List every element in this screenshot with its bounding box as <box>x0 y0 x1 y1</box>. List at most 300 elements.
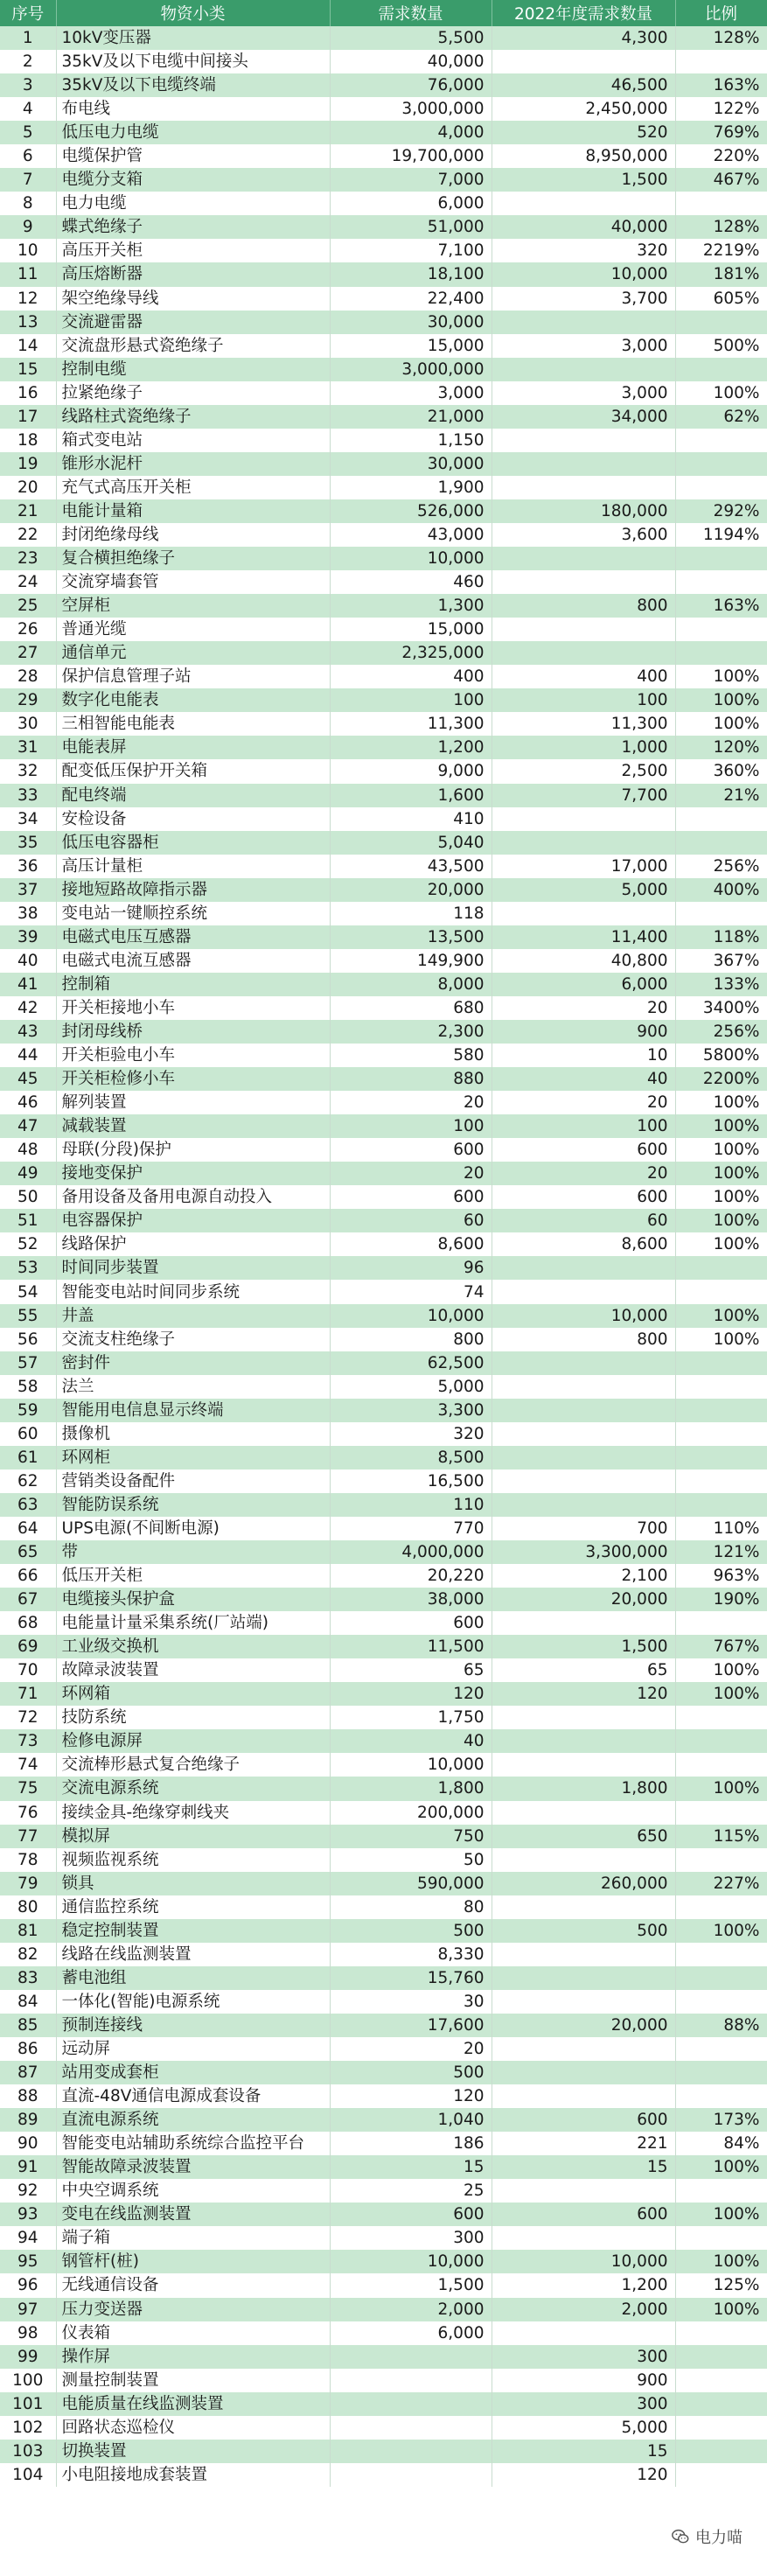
material-subclass: 电能计量箱 <box>56 499 330 523</box>
table-row <box>0 1422 767 1446</box>
material-subclass: 电容器保护 <box>56 1209 330 1232</box>
material-subclass: 蓄电池组 <box>56 1966 330 1990</box>
row-index: 87 <box>0 2061 56 2084</box>
demand-qty-2022 <box>492 547 675 570</box>
demand-qty: 1,500 <box>330 2273 492 2297</box>
ratio: 227% <box>675 1872 767 1895</box>
material-subclass: 锥形水泥杆 <box>56 452 330 476</box>
row-index: 18 <box>0 429 56 452</box>
ratio: 100% <box>675 2155 767 2179</box>
demand-qty-2022: 600 <box>492 2108 675 2132</box>
row-index: 21 <box>0 499 56 523</box>
watermark <box>666 2524 748 2550</box>
ratio: 100% <box>675 2250 767 2273</box>
table-row <box>0 144 767 168</box>
ratio: 100% <box>675 1209 767 1232</box>
ratio <box>675 1351 767 1375</box>
material-subclass: 通信监控系统 <box>56 1895 330 1919</box>
material-subclass: 智能用电信息显示终端 <box>56 1399 330 1422</box>
header-demand-qty: 需求数量 <box>330 0 492 26</box>
row-index: 54 <box>0 1280 56 1303</box>
row-index: 68 <box>0 1611 56 1635</box>
demand-qty-2022 <box>492 50 675 73</box>
material-subclass: 带 <box>56 1540 330 1564</box>
table-row <box>0 476 767 499</box>
row-index: 32 <box>0 759 56 783</box>
ratio: 100% <box>675 1114 767 1138</box>
material-subclass: 变电在线监测装置 <box>56 2203 330 2226</box>
table-row <box>0 996 767 1020</box>
row-index: 88 <box>0 2084 56 2108</box>
row-index: 104 <box>0 2463 56 2487</box>
demand-qty: 118 <box>330 902 492 925</box>
row-index: 28 <box>0 665 56 688</box>
table-row <box>0 2273 767 2297</box>
demand-qty: 50 <box>330 1848 492 1872</box>
material-subclass: 端子箱 <box>56 2226 330 2250</box>
demand-qty-2022: 10 <box>492 1044 675 1067</box>
demand-qty-2022: 650 <box>492 1825 675 1848</box>
table-row <box>0 1777 767 1800</box>
row-index: 30 <box>0 712 56 736</box>
table-row <box>0 2061 767 2084</box>
material-subclass: 故障录波装置 <box>56 1658 330 1682</box>
table-row <box>0 1328 767 1351</box>
demand-qty: 10,000 <box>330 2250 492 2273</box>
ratio <box>675 2037 767 2061</box>
demand-qty: 15,000 <box>330 334 492 358</box>
demand-qty: 15 <box>330 2155 492 2179</box>
demand-qty: 8,600 <box>330 1232 492 1256</box>
ratio: 122% <box>675 97 767 121</box>
demand-qty: 25 <box>330 2179 492 2203</box>
demand-qty-2022: 120 <box>492 2463 675 2487</box>
ratio: 2219% <box>675 239 767 262</box>
table-row <box>0 925 767 949</box>
row-index: 99 <box>0 2345 56 2369</box>
material-subclass: 箱式变电站 <box>56 429 330 452</box>
demand-qty-2022: 10,000 <box>492 1304 675 1328</box>
material-subclass: 环网柜 <box>56 1446 330 1470</box>
ratio <box>675 2321 767 2345</box>
row-index: 72 <box>0 1706 56 1729</box>
row-index: 40 <box>0 949 56 973</box>
demand-qty-2022 <box>492 618 675 641</box>
demand-qty: 800 <box>330 1328 492 1351</box>
table-row <box>0 1256 767 1280</box>
demand-qty-2022 <box>492 2179 675 2203</box>
row-index: 77 <box>0 1825 56 1848</box>
demand-qty: 1,300 <box>330 594 492 618</box>
row-index: 93 <box>0 2203 56 2226</box>
material-subclass: 备用设备及备用电源自动投入 <box>56 1185 330 1209</box>
ratio: 133% <box>675 973 767 996</box>
demand-qty-2022: 700 <box>492 1517 675 1540</box>
row-index: 82 <box>0 1943 56 1966</box>
material-subclass: 拉紧绝缘子 <box>56 381 330 405</box>
ratio: 220% <box>675 144 767 168</box>
demand-qty: 18,100 <box>330 262 492 286</box>
table-row <box>0 1611 767 1635</box>
ratio: 100% <box>675 381 767 405</box>
table-row <box>0 2132 767 2155</box>
demand-qty: 40 <box>330 1729 492 1753</box>
demand-qty-2022 <box>492 2226 675 2250</box>
row-index: 84 <box>0 1990 56 2014</box>
row-index: 9 <box>0 215 56 239</box>
ratio <box>675 1375 767 1399</box>
demand-qty: 2,000 <box>330 2298 492 2321</box>
demand-qty-2022 <box>492 1729 675 1753</box>
demand-qty: 80 <box>330 1895 492 1919</box>
material-subclass: 钢管杆(桩) <box>56 2250 330 2273</box>
demand-qty: 9,000 <box>330 759 492 783</box>
demand-qty-2022: 800 <box>492 594 675 618</box>
row-index: 12 <box>0 287 56 311</box>
table-row <box>0 168 767 192</box>
ratio: 110% <box>675 1517 767 1540</box>
row-index: 58 <box>0 1375 56 1399</box>
ratio <box>675 902 767 925</box>
material-subclass: 电能量计量采集系统(厂站端) <box>56 1611 330 1635</box>
demand-qty: 8,000 <box>330 973 492 996</box>
demand-qty: 11,500 <box>330 1635 492 1658</box>
demand-qty-2022: 2,500 <box>492 759 675 783</box>
material-subclass: 站用变成套柜 <box>56 2061 330 2084</box>
demand-qty-2022: 400 <box>492 665 675 688</box>
ratio <box>675 2061 767 2084</box>
demand-qty-2022 <box>492 429 675 452</box>
row-index: 20 <box>0 476 56 499</box>
ratio: 500% <box>675 334 767 358</box>
material-subclass: 压力变送器 <box>56 2298 330 2321</box>
demand-qty-2022: 3,300,000 <box>492 1540 675 1564</box>
row-index: 92 <box>0 2179 56 2203</box>
table-row <box>0 1517 767 1540</box>
row-index: 50 <box>0 1185 56 1209</box>
row-index: 100 <box>0 2369 56 2392</box>
material-subclass: 技防系统 <box>56 1706 330 1729</box>
demand-qty-2022: 6,000 <box>492 973 675 996</box>
table-row <box>0 807 767 831</box>
ratio <box>675 1729 767 1753</box>
row-index: 78 <box>0 1848 56 1872</box>
ratio <box>675 1611 767 1635</box>
row-index: 96 <box>0 2273 56 2297</box>
row-index: 51 <box>0 1209 56 1232</box>
demand-qty: 4,000,000 <box>330 1540 492 1564</box>
material-subclass: 远动屏 <box>56 2037 330 2061</box>
demand-qty: 5,040 <box>330 831 492 855</box>
material-subclass: 电缆保护管 <box>56 144 330 168</box>
demand-qty-2022 <box>492 1493 675 1517</box>
demand-qty-2022 <box>492 1990 675 2014</box>
demand-qty: 120 <box>330 1682 492 1706</box>
demand-qty-2022 <box>492 1256 675 1280</box>
table-row <box>0 712 767 736</box>
ratio: 963% <box>675 1564 767 1588</box>
ratio: 100% <box>675 1658 767 1682</box>
material-subclass: 复合横担绝缘子 <box>56 547 330 570</box>
row-index: 49 <box>0 1162 56 1185</box>
row-index: 2 <box>0 50 56 73</box>
table-row <box>0 1801 767 1825</box>
material-subclass: 低压电容器柜 <box>56 831 330 855</box>
demand-qty-2022: 10,000 <box>492 2250 675 2273</box>
demand-qty-2022: 17,000 <box>492 855 675 878</box>
ratio: 21% <box>675 784 767 807</box>
material-subclass: 交流盘形悬式瓷绝缘子 <box>56 334 330 358</box>
table-row <box>0 1966 767 1990</box>
row-index: 65 <box>0 1540 56 1564</box>
material-subclass: 电缆分支箱 <box>56 168 330 192</box>
demand-qty-2022 <box>492 1351 675 1375</box>
ratio: 1194% <box>675 523 767 547</box>
table-row <box>0 1304 767 1328</box>
material-subclass: 接地短路故障指示器 <box>56 878 330 902</box>
row-index: 63 <box>0 1493 56 1517</box>
header-index: 序号 <box>0 0 56 26</box>
ratio <box>675 476 767 499</box>
row-index: 45 <box>0 1067 56 1091</box>
table-row <box>0 547 767 570</box>
material-subclass: 模拟屏 <box>56 1825 330 1848</box>
material-subclass: 通信单元 <box>56 641 330 665</box>
demand-qty: 600 <box>330 1138 492 1162</box>
demand-qty: 15,000 <box>330 618 492 641</box>
ratio: 100% <box>675 1682 767 1706</box>
demand-qty: 76,000 <box>330 73 492 97</box>
demand-qty: 17,600 <box>330 2014 492 2037</box>
demand-qty: 500 <box>330 2061 492 2084</box>
table-row <box>0 2084 767 2108</box>
table-row <box>0 2416 767 2440</box>
material-subclass: 井盖 <box>56 1304 330 1328</box>
table-row <box>0 1020 767 1044</box>
row-index: 53 <box>0 1256 56 1280</box>
watermark-text: 电力喵 <box>695 2529 743 2547</box>
header-ratio: 比例 <box>675 0 767 26</box>
ratio <box>675 1753 767 1777</box>
demand-qty-2022: 260,000 <box>492 1872 675 1895</box>
row-index: 29 <box>0 688 56 712</box>
row-index: 79 <box>0 1872 56 1895</box>
demand-qty-2022 <box>492 1753 675 1777</box>
ratio: 100% <box>675 1185 767 1209</box>
demand-qty: 11,300 <box>330 712 492 736</box>
material-subclass: 线路保护 <box>56 1232 330 1256</box>
demand-qty-2022 <box>492 807 675 831</box>
table-row <box>0 121 767 144</box>
table-row <box>0 523 767 547</box>
material-subclass: 电力电缆 <box>56 192 330 215</box>
demand-qty-2022: 11,400 <box>492 925 675 949</box>
demand-qty: 1,900 <box>330 476 492 499</box>
demand-qty: 38,000 <box>330 1588 492 1611</box>
ratio: 3400% <box>675 996 767 1020</box>
demand-qty-2022: 4,300 <box>492 26 675 50</box>
demand-qty: 580 <box>330 1044 492 1067</box>
row-index: 101 <box>0 2392 56 2416</box>
demand-qty: 20 <box>330 1162 492 1185</box>
ratio: 163% <box>675 73 767 97</box>
demand-qty: 590,000 <box>330 1872 492 1895</box>
table-row <box>0 2345 767 2369</box>
material-subclass: 蝶式绝缘子 <box>56 215 330 239</box>
ratio <box>675 1399 767 1422</box>
table-row <box>0 1990 767 2014</box>
ratio <box>675 1990 767 2014</box>
material-subclass: 高压开关柜 <box>56 239 330 262</box>
demand-qty: 74 <box>330 1280 492 1303</box>
material-subclass: 母联(分段)保护 <box>56 1138 330 1162</box>
ratio <box>675 1446 767 1470</box>
table-row <box>0 1493 767 1517</box>
material-subclass: UPS电源(不间断电源) <box>56 1517 330 1540</box>
ratio: 100% <box>675 1919 767 1943</box>
material-subclass: 稳定控制装置 <box>56 1919 330 1943</box>
material-subclass: 电缆接头保护盒 <box>56 1588 330 1611</box>
demand-qty: 8,330 <box>330 1943 492 1966</box>
ratio: 100% <box>675 2298 767 2321</box>
table-row <box>0 2226 767 2250</box>
demand-qty <box>330 2369 492 2392</box>
demand-qty-2022: 100 <box>492 688 675 712</box>
demand-qty-2022: 5,000 <box>492 2416 675 2440</box>
material-subclass: 交流支柱绝缘子 <box>56 1328 330 1351</box>
ratio <box>675 2416 767 2440</box>
table-row <box>0 381 767 405</box>
header-material-subclass: 物资小类 <box>56 0 330 26</box>
demand-qty: 20,220 <box>330 1564 492 1588</box>
table-row <box>0 1753 767 1777</box>
demand-qty: 3,000,000 <box>330 358 492 381</box>
demand-qty-2022: 600 <box>492 2203 675 2226</box>
ratio: 256% <box>675 855 767 878</box>
row-index: 56 <box>0 1328 56 1351</box>
row-index: 10 <box>0 239 56 262</box>
demand-qty-2022: 11,300 <box>492 712 675 736</box>
demand-qty: 460 <box>330 570 492 594</box>
demand-qty: 3,000 <box>330 381 492 405</box>
row-index: 41 <box>0 973 56 996</box>
table-row <box>0 452 767 476</box>
row-index: 75 <box>0 1777 56 1800</box>
demand-qty: 10,000 <box>330 1753 492 1777</box>
demand-qty-2022 <box>492 1966 675 1990</box>
ratio: 292% <box>675 499 767 523</box>
table-row <box>0 1825 767 1848</box>
demand-qty: 1,040 <box>330 2108 492 2132</box>
demand-qty-2022 <box>492 452 675 476</box>
row-index: 59 <box>0 1399 56 1422</box>
row-index: 83 <box>0 1966 56 1990</box>
row-index: 24 <box>0 570 56 594</box>
row-index: 38 <box>0 902 56 925</box>
demand-qty-2022: 520 <box>492 121 675 144</box>
row-index: 14 <box>0 334 56 358</box>
row-index: 31 <box>0 736 56 759</box>
material-subclass: 开关柜检修小车 <box>56 1067 330 1091</box>
material-subclass: 35kV及以下电缆中间接头 <box>56 50 330 73</box>
demand-qty-2022 <box>492 1375 675 1399</box>
ratio: 181% <box>675 262 767 286</box>
demand-qty-2022: 300 <box>492 2345 675 2369</box>
material-subclass: 10kV变压器 <box>56 26 330 50</box>
demand-qty: 526,000 <box>330 499 492 523</box>
row-index: 39 <box>0 925 56 949</box>
row-index: 55 <box>0 1304 56 1328</box>
table-row <box>0 759 767 783</box>
demand-qty-2022 <box>492 1706 675 1729</box>
row-index: 7 <box>0 168 56 192</box>
material-subclass: 控制电缆 <box>56 358 330 381</box>
table-header <box>0 0 767 26</box>
demand-qty: 410 <box>330 807 492 831</box>
demand-qty-2022: 2,450,000 <box>492 97 675 121</box>
ratio: 100% <box>675 688 767 712</box>
table-row <box>0 287 767 311</box>
demand-qty: 320 <box>330 1422 492 1446</box>
table-row <box>0 1209 767 1232</box>
material-subclass: 电磁式电压互感器 <box>56 925 330 949</box>
demand-qty-2022: 1,500 <box>492 1635 675 1658</box>
demand-qty-2022: 3,700 <box>492 287 675 311</box>
row-index: 8 <box>0 192 56 215</box>
demand-qty-2022: 20 <box>492 996 675 1020</box>
material-subclass: 线路柱式瓷绝缘子 <box>56 405 330 429</box>
table-row <box>0 1138 767 1162</box>
demand-qty-2022 <box>492 1848 675 1872</box>
demand-qty-2022 <box>492 1943 675 1966</box>
ratio: 256% <box>675 1020 767 1044</box>
demand-qty-2022 <box>492 1399 675 1422</box>
material-subclass: 时间同步装置 <box>56 1256 330 1280</box>
demand-qty-2022: 3,600 <box>492 523 675 547</box>
demand-qty: 19,700,000 <box>330 144 492 168</box>
demand-qty: 16,500 <box>330 1470 492 1493</box>
row-index: 36 <box>0 855 56 878</box>
demand-qty-2022 <box>492 2037 675 2061</box>
demand-qty-2022: 8,600 <box>492 1232 675 1256</box>
demand-qty <box>330 2463 492 2487</box>
table-row <box>0 1919 767 1943</box>
row-index: 61 <box>0 1446 56 1470</box>
ratio <box>675 192 767 215</box>
ratio: 367% <box>675 949 767 973</box>
table-row <box>0 358 767 381</box>
demand-qty-2022: 15 <box>492 2155 675 2179</box>
demand-qty: 110 <box>330 1493 492 1517</box>
demand-qty: 13,500 <box>330 925 492 949</box>
demand-qty-2022 <box>492 1611 675 1635</box>
ratio: 2200% <box>675 1067 767 1091</box>
demand-qty: 7,000 <box>330 168 492 192</box>
table-row <box>0 2463 767 2487</box>
row-index: 80 <box>0 1895 56 1919</box>
demand-qty: 3,300 <box>330 1399 492 1422</box>
demand-qty-2022 <box>492 570 675 594</box>
row-index: 4 <box>0 97 56 121</box>
material-subclass: 测量控制装置 <box>56 2369 330 2392</box>
demand-qty <box>330 2440 492 2463</box>
demand-qty-2022 <box>492 476 675 499</box>
row-index: 25 <box>0 594 56 618</box>
material-subclass: 充气式高压开关柜 <box>56 476 330 499</box>
table-row <box>0 2155 767 2179</box>
ratio: 128% <box>675 215 767 239</box>
demand-qty-2022 <box>492 831 675 855</box>
